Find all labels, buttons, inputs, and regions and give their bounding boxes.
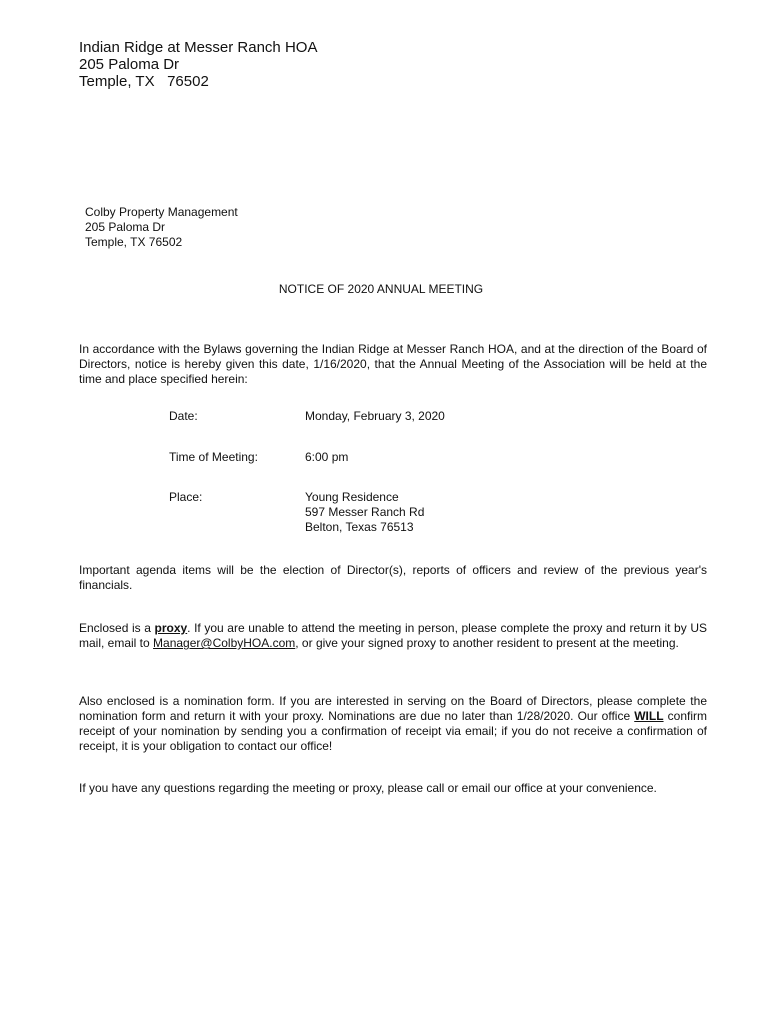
date-label: Date:	[169, 409, 198, 423]
place-value	[305, 490, 424, 535]
sender-city: Temple, TX 76502	[79, 73, 209, 90]
place-line-3: Belton, Texas 76513	[305, 520, 414, 534]
proxy-text-post: , or give your signed proxy to another resident to present at the meeting.	[295, 636, 679, 650]
time-label: Time of Meeting:	[169, 450, 258, 464]
recipient-street: 205 Paloma Dr	[85, 220, 166, 234]
recipient-address	[85, 205, 238, 250]
place-line-1: Young Residence	[305, 490, 399, 504]
intro-paragraph: In accordance with the Bylaws governing the Indian Ridge at Messer Ranch HOA, and at the direction of the Board of Directors, notice is hereby given this date, 1/16/2020, that the Annual Meeting of the Association will be held at the time and place specified herein:	[79, 342, 707, 386]
proxy-text-mid: . If you are unable to attend the meeting in person, please complete the proxy and return it by US mail, email to	[79, 621, 707, 650]
closing-paragraph: If you have any questions regarding the meeting or proxy, please call or email our office at your convenience.	[79, 781, 657, 795]
agenda-paragraph: Important agenda items will be the election of Director(s), reports of officers and review of the previous year's financials.	[79, 563, 707, 592]
place-line-2: 597 Messer Ranch Rd	[305, 505, 425, 519]
recipient-name: Colby Property Management	[85, 205, 238, 219]
manager-email-link[interactable]: Manager@ColbyHOA.com	[153, 636, 296, 650]
proxy-text-pre: Enclosed is a	[79, 621, 155, 635]
sender-name: Indian Ridge at Messer Ranch HOA	[79, 39, 318, 56]
sender-address	[79, 39, 317, 90]
proxy-paragraph	[79, 621, 707, 651]
nomination-emphasis: WILL	[634, 709, 664, 723]
proxy-word: proxy	[154, 621, 188, 635]
place-label: Place:	[169, 490, 203, 504]
recipient-city: Temple, TX 76502	[85, 235, 183, 249]
sender-street: 205 Paloma Dr	[79, 56, 180, 73]
notice-title: NOTICE OF 2020 ANNUAL MEETING	[278, 282, 484, 296]
date-value: Monday, February 3, 2020	[305, 409, 445, 423]
nomination-text-pre: Also enclosed is a nomination form. If you are interested in serving on the Board of Directors, please complete the nomination form and return it with your proxy. Nominations are due no later than 1/28/2020. Our office	[79, 694, 707, 723]
time-value: 6:00 pm	[305, 450, 349, 464]
nomination-paragraph	[79, 694, 707, 754]
nomination-text-post: confirm receipt of your nomination by sending you a confirmation of receipt via email; if you do not receive a confirmation of receipt, it is your obligation to contact our office!	[79, 709, 707, 753]
